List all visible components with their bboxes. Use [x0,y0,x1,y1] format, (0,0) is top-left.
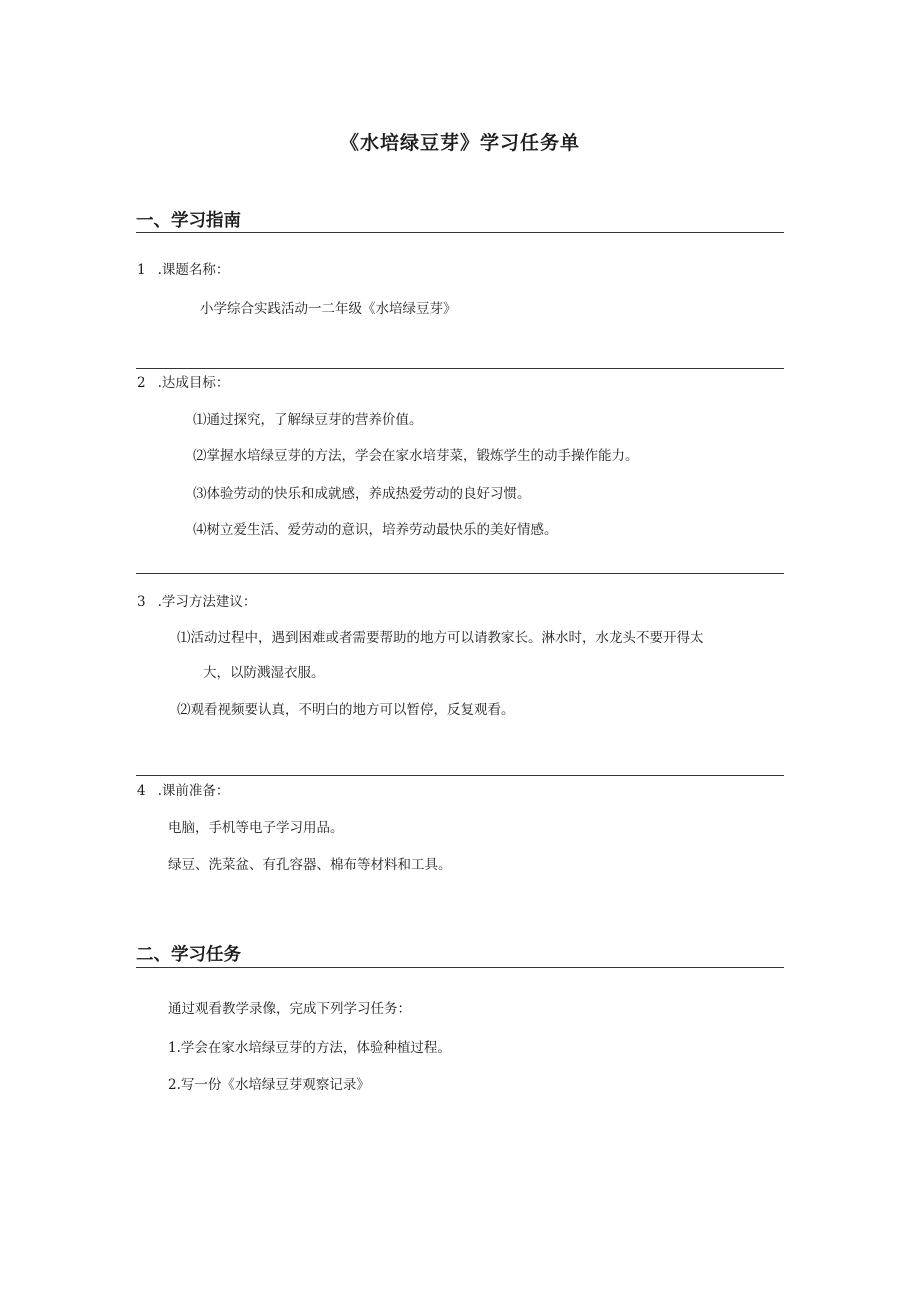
item-heading-methods [137,590,256,610]
topic-text: 小学综合实践活动一二年级《水培绿豆芽》 [200,301,457,317]
item-heading-preparation [137,779,229,799]
task-item: 1.学会在家水培绿豆芽的方法，体验种植过程。 [168,1040,451,1056]
method-line: 大，以防溅湿衣服。 [203,665,325,681]
section-heading-guide: 一、学习指南 [136,211,241,231]
preparation-line: 电脑，手机等电子学习用品。 [168,820,344,836]
section-divider [136,967,784,968]
item-label: .学习方法建议： [157,594,257,610]
method-line: ⑴活动过程中，遇到困难或者需要帮助的地方可以请教家长。淋水时，水龙头不要开得太 [177,630,704,646]
preparation-line: 绿豆、洗菜盆、有孔容器、棉布等材料和工具。 [168,857,452,873]
item-label: .课题名称： [157,262,230,278]
item-number: 4 [137,783,146,799]
goal-line: ⑵掌握水培绿豆芽的方法，学会在家水培芽菜，锻炼学生的动手操作能力。 [193,448,639,464]
item-number: 2 [137,375,146,391]
goal-line: ⑶体验劳动的快乐和成就感，养成热爱劳动的良好习惯。 [193,486,531,502]
section-divider [136,232,784,233]
item-label: .课前准备： [157,783,230,799]
section-heading-tasks: 二、学习任务 [136,945,241,965]
goal-line: ⑴通过探究，了解绿豆芽的营养价值。 [193,412,423,428]
item-label: .达成目标： [157,375,230,391]
item-divider [136,368,784,369]
item-number: 1 [137,262,146,278]
item-heading-goals [137,371,229,391]
document-title: 《水培绿豆芽》学习任务单 [339,132,580,154]
task-item: 2.写一份《水培绿豆芽观察记录》 [168,1077,370,1093]
goal-line: ⑷树立爱生活、爱劳动的意识，培养劳动最快乐的美好情感。 [193,522,558,538]
task-intro: 通过观看教学录像，完成下列学习任务： [168,1001,411,1017]
item-number: 3 [137,594,146,610]
method-line: ⑵观看视频要认真，不明白的地方可以暂停，反复观看。 [177,702,515,718]
item-heading-topic [137,258,229,278]
item-divider [136,775,784,776]
item-divider [136,573,784,574]
